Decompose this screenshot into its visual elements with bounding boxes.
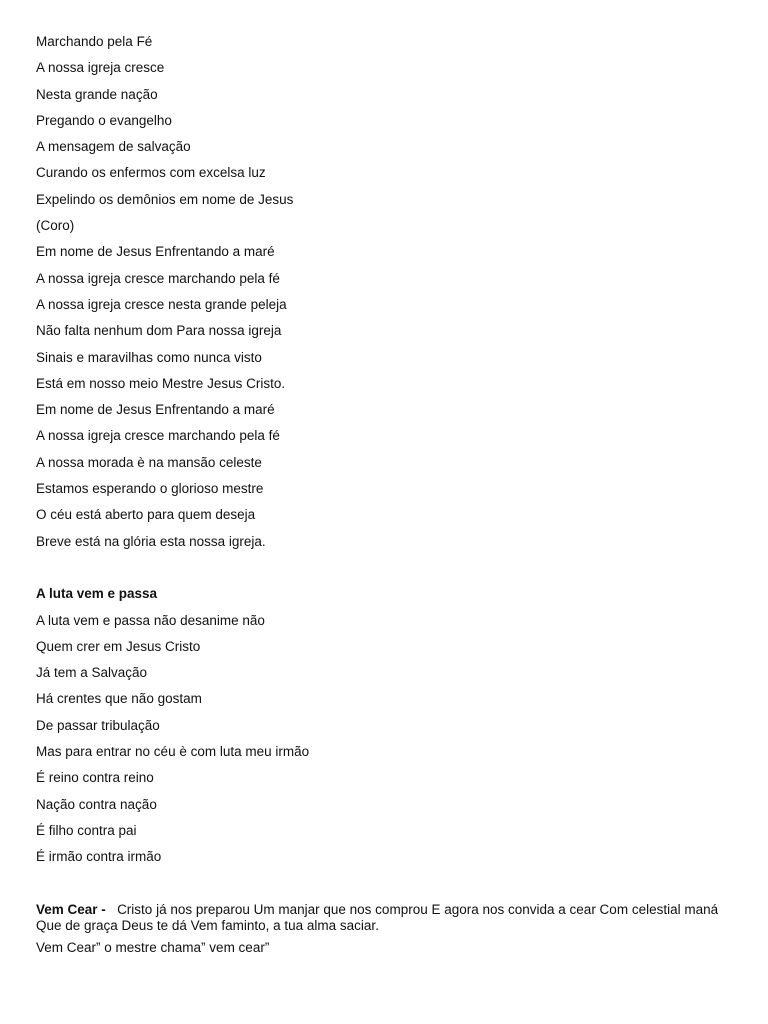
song-title: A luta vem e passa [36, 586, 158, 602]
lyric-line: Nação contra nação [36, 796, 157, 812]
song-vem-cear [36, 902, 736, 965]
lyric-line: Mas para entrar no céu è com luta meu irmão [36, 744, 310, 760]
song-a-luta-vem-e-passa [36, 585, 736, 874]
lyric-line: Sinais e maravilhas como nunca visto [36, 349, 262, 365]
song-paragraph [36, 902, 736, 935]
lyric-line: Há crentes que não gostam [36, 691, 202, 707]
lyric-line: É filho contra pai [36, 822, 137, 838]
section-spacer [36, 875, 736, 901]
lyric-line: Está em nosso meio Mestre Jesus Cristo. [36, 375, 286, 391]
lyric-line: A nossa igreja cresce nesta grande peleja [36, 296, 287, 312]
lyric-line: Nesta grande nação [36, 86, 158, 102]
lyric-line: O céu está aberto para quem deseja [36, 507, 256, 523]
song-text: Cristo já nos preparou Um manjar que nos comprou E agora nos convida a cear Com celestial maná Que de graça Deus te dá Vem faminto, a tua alma saciar. [36, 901, 719, 934]
lyric-line: É irmão contra irmão [36, 849, 162, 865]
lyric-line: Quem crer em Jesus Cristo [36, 638, 201, 654]
lyric-line: A nossa igreja cresce marchando pela fé [36, 428, 280, 444]
lyric-line: (Coro) [36, 218, 75, 234]
lyric-line: Pregando o evangelho [36, 112, 172, 128]
lyric-line: Em nome de Jesus Enfrentando a maré [36, 244, 275, 260]
lyric-line: Vem Cear” o mestre chama” vem cear” [36, 939, 270, 955]
lyric-line: Breve está na glória esta nossa igreja. [36, 533, 266, 549]
song-title: Vem Cear - [36, 901, 106, 917]
lyric-line: Expelindo os demônios em nome de Jesus [36, 191, 294, 207]
lyric-line: De passar tribulação [36, 717, 160, 733]
lyric-line: A nossa morada è na mansão celeste [36, 454, 262, 470]
lyric-line: A luta vem e passa não desanime não [36, 612, 265, 628]
section-spacer [36, 559, 736, 585]
lyric-line: A nossa igreja cresce [36, 60, 165, 76]
lyric-line: Já tem a Salvação [36, 665, 148, 681]
document-page [36, 33, 736, 965]
lyric-line: Estamos esperando o glorioso mestre [36, 481, 264, 497]
lyric-line: Marchando pela Fé [36, 34, 153, 49]
lyric-line: A mensagem de salvação [36, 139, 191, 155]
lyric-line: É reino contra reino [36, 770, 154, 786]
song-marchando-pela-fe [36, 33, 736, 559]
lyric-line: Curando os enfermos com excelsa luz [36, 165, 266, 181]
lyric-line: A nossa igreja cresce marchando pela fé [36, 270, 280, 286]
lyric-line: Não falta nenhum dom Para nossa igreja [36, 323, 282, 339]
lyric-line: Em nome de Jesus Enfrentando a maré [36, 402, 275, 418]
